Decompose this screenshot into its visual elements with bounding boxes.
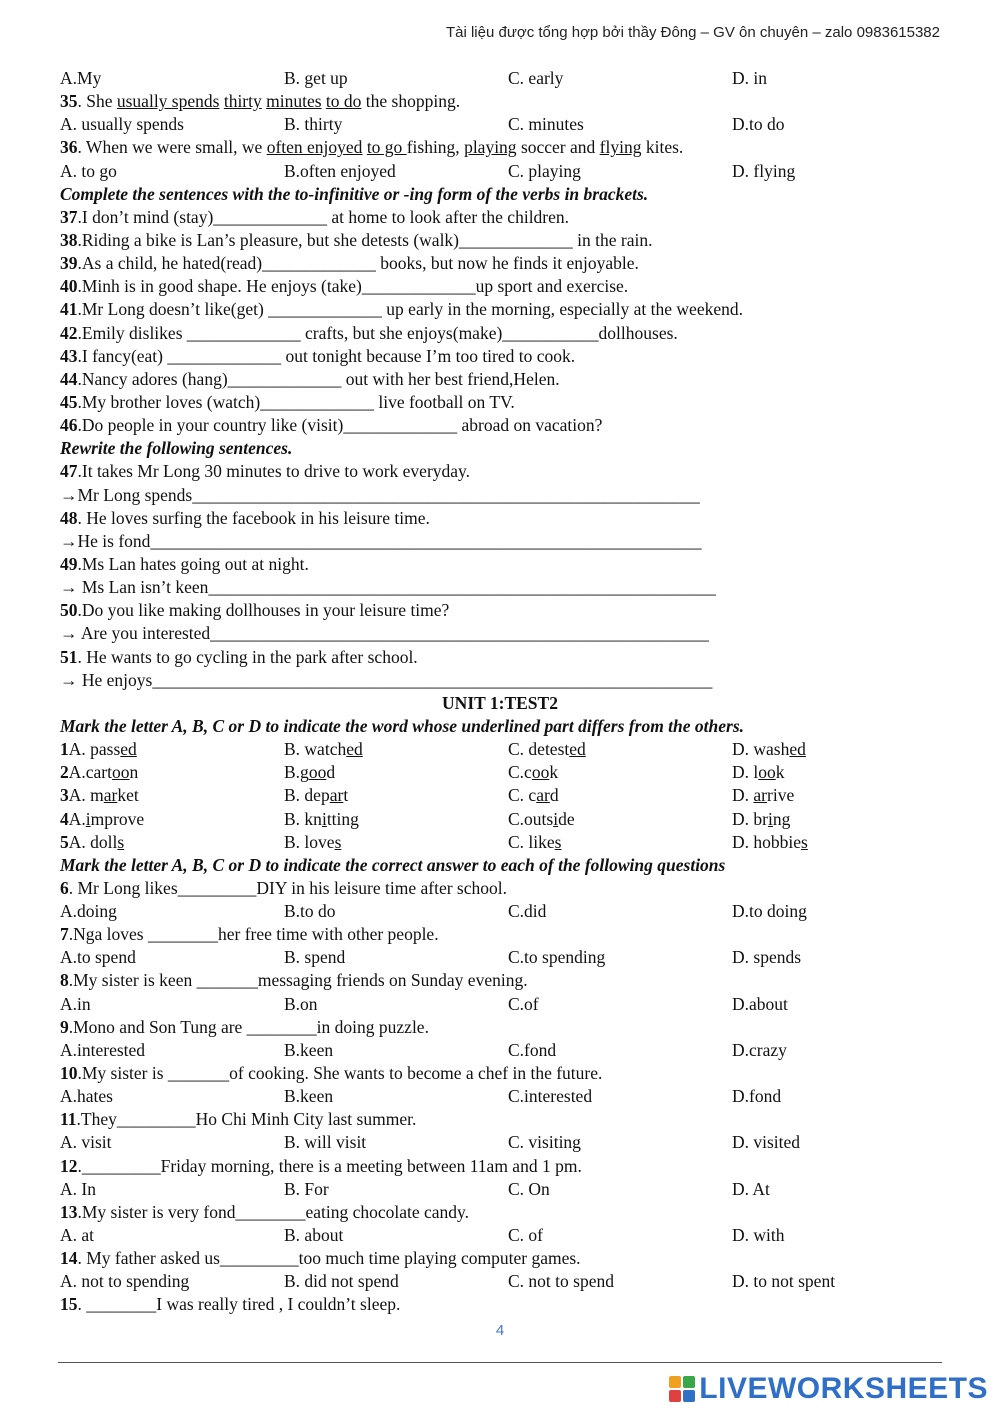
question-text: .Nga loves ________her free time with other people.	[68, 924, 439, 945]
option-b[interactable]	[284, 784, 508, 807]
question-35	[60, 90, 940, 113]
question-number: 4	[60, 808, 69, 829]
question-number: 44	[60, 368, 78, 389]
word-part: de	[558, 808, 575, 829]
section-instruction: Mark the letter A, B, C or D to indicate the word whose underlined part differs from the others.	[60, 715, 745, 736]
question-text: .Minh is in good shape. He enjoys (take)_____________up sport and exercise.	[77, 276, 629, 297]
question-number: 7	[60, 924, 69, 945]
options-row	[60, 160, 940, 183]
underlined-part: ed	[346, 739, 363, 760]
option-a[interactable]: A.My	[60, 68, 102, 88]
word-part: n	[129, 762, 139, 783]
underlined-part: oo	[308, 762, 327, 783]
word-part: B. watch	[284, 739, 347, 760]
question-number: 49	[60, 553, 78, 574]
option-d[interactable]: D. flying	[732, 160, 796, 181]
options-row	[60, 1178, 940, 1201]
option-d[interactable]: D. spends	[732, 947, 802, 968]
question-number: 51	[60, 646, 78, 667]
pron-item	[60, 831, 940, 854]
brand-name: LIVEWORKSHEETS	[699, 1372, 988, 1405]
word-part: B. love	[284, 831, 335, 852]
options-row	[60, 1085, 940, 1108]
question-number: 48	[60, 507, 78, 528]
fill-item[interactable]	[60, 275, 940, 298]
option-c[interactable]: C.did	[508, 901, 547, 922]
word-part: ket	[117, 785, 139, 806]
rewrite-answer[interactable]	[60, 669, 940, 692]
rewrite-answer[interactable]	[60, 622, 940, 645]
question-text: .Mono and Son Tung are ________in doing puzzle.	[68, 1016, 429, 1037]
question-number: 50	[60, 600, 78, 621]
rewrite-prompt	[60, 553, 940, 576]
question-number: 46	[60, 415, 78, 436]
question-text: . ________I was really tired , I couldn’t sleep.	[77, 1294, 401, 1315]
rewrite-prompt	[60, 599, 940, 622]
rewrite-items	[60, 460, 940, 691]
underlined-part: ar	[329, 785, 344, 806]
option-d[interactable]: D. in	[732, 68, 767, 88]
question-text: .My sister is very fond________eating chocolate candy.	[77, 1201, 470, 1222]
word-part: A.	[68, 808, 86, 829]
question-number: 5	[60, 831, 69, 852]
question-text: fishing,	[406, 137, 465, 158]
section-instruction: Complete the sentences with the to-infinitive or -ing form of the verbs in brackets.	[60, 183, 649, 204]
options-row	[60, 67, 940, 90]
answer-line[interactable]: Ms Lan isn’t keen__________________________________________________________	[77, 577, 716, 598]
option-b[interactable]: B. spend	[284, 947, 346, 968]
question-text: .It takes Mr Long 30 minutes to drive to work everyday.	[77, 461, 471, 482]
option-c[interactable]: C. visiting	[508, 1132, 581, 1153]
question-number: 15	[60, 1294, 78, 1315]
underlined-part: ar	[536, 785, 550, 806]
question-number: 8	[60, 970, 69, 991]
question-text: . My father asked us_________too much time playing computer games.	[77, 1248, 581, 1269]
unit-title: UNIT 1:TEST2	[442, 692, 558, 713]
question-text: . When we were small, we	[77, 137, 267, 158]
underlined-part: i	[553, 808, 559, 829]
options-row	[60, 113, 940, 136]
option-a[interactable]: A. visit	[60, 1132, 112, 1153]
option-c[interactable]	[508, 784, 732, 807]
mc-question	[60, 1293, 940, 1316]
question-number: 43	[60, 345, 78, 366]
option-b[interactable]: B. For	[284, 1178, 329, 1199]
question-text: .I fancy(eat) _____________ out tonight because I’m too tired to cook.	[77, 345, 576, 366]
mc-question	[60, 1108, 940, 1131]
option-c[interactable]: C.interested	[508, 1086, 593, 1107]
question-text: .My brother loves (watch)_____________ live football on TV.	[77, 391, 515, 412]
arrow-icon: →	[60, 669, 78, 690]
option-c[interactable]	[508, 831, 732, 854]
answer-line[interactable]: Mr Long spends__________________________________________________________	[77, 484, 700, 505]
question-text: .My sister is _______of cooking. She wants to become a chef in the future.	[77, 1063, 603, 1084]
arrow-icon: →	[60, 623, 78, 644]
question-number: 47	[60, 461, 78, 482]
option-a[interactable]: A. to go	[60, 160, 117, 181]
pron-item	[60, 808, 940, 831]
underlined-part: s	[554, 831, 562, 852]
option-d[interactable]: D. visited	[732, 1132, 801, 1153]
underlined-part: ar	[753, 785, 767, 806]
question-number: 11	[60, 1109, 77, 1130]
option-b[interactable]: B. about	[284, 1225, 344, 1246]
question-text: . She	[77, 91, 117, 112]
option-a[interactable]	[60, 784, 284, 807]
section-instruction: Mark the letter A, B, C or D to indicate the correct answer to each of the following questions	[60, 854, 726, 875]
question-number: 2	[60, 762, 69, 783]
underlined-part: ar	[103, 785, 118, 806]
option-b[interactable]	[284, 808, 508, 831]
option-d[interactable]	[732, 808, 956, 831]
option-d[interactable]	[732, 784, 956, 807]
answer-line[interactable]: He enjoys________________________________________________________________	[77, 669, 713, 690]
option-c[interactable]	[508, 738, 732, 761]
underlined-part: playing	[464, 137, 517, 158]
option-b[interactable]: B.keen	[284, 1086, 334, 1107]
option-b[interactable]: B. will visit	[284, 1132, 367, 1153]
question-number: 13	[60, 1201, 78, 1222]
option-c[interactable]	[508, 808, 732, 831]
underlined-part: i	[85, 808, 91, 829]
option-c[interactable]: C. playing	[508, 160, 581, 181]
options-row	[60, 993, 940, 1016]
word-part: C. like	[508, 831, 555, 852]
word-part: rive	[767, 785, 795, 806]
underlined-part: to go	[366, 137, 407, 158]
question-number: 36	[60, 137, 78, 158]
option-a[interactable]	[60, 761, 284, 784]
word-part: A. doll	[68, 831, 118, 852]
underlined-part: s	[334, 831, 342, 852]
page-number: 4	[495, 1322, 505, 1339]
option-d[interactable]: D.to doing	[732, 901, 807, 922]
pron-item	[60, 761, 940, 784]
pronunciation-items	[60, 738, 940, 854]
fill-item[interactable]	[60, 252, 940, 275]
question-number: 35	[60, 91, 78, 112]
question-text: .Do people in your country like (visit)_____________ abroad on vacation?	[77, 415, 603, 436]
option-a[interactable]: A.hates	[60, 1086, 113, 1107]
question-text: .Nancy adores (hang)_____________ out with her best friend,Helen.	[77, 368, 560, 389]
rewrite-prompt	[60, 646, 940, 669]
option-a[interactable]: A. usually spends	[60, 114, 184, 135]
word-part: k	[775, 762, 785, 783]
option-c[interactable]: C. early	[508, 68, 564, 88]
fill-item[interactable]	[60, 206, 940, 229]
word-part: D. wash	[732, 739, 790, 760]
pron-item	[60, 738, 940, 761]
question-number: 9	[60, 1016, 69, 1037]
option-d[interactable]: D.fond	[732, 1086, 782, 1107]
fill-item[interactable]	[60, 345, 940, 368]
question-text: .Riding a bike is Lan’s pleasure, but she detests (walk)_____________ in the rain.	[77, 229, 653, 250]
word-part: d	[326, 762, 336, 783]
underlined-part: flying	[599, 137, 642, 158]
question-number: 41	[60, 299, 78, 320]
option-a[interactable]	[60, 808, 284, 831]
word-part: C. c	[508, 785, 537, 806]
fill-item[interactable]	[60, 414, 940, 437]
options-row	[60, 1131, 940, 1154]
options-row	[60, 946, 940, 969]
underlined-part: minutes	[266, 91, 322, 112]
word-part: C.c	[508, 762, 532, 783]
question-number: 40	[60, 276, 78, 297]
question-number: 6	[60, 877, 69, 898]
underlined-part: s	[117, 831, 125, 852]
liveworksheets-icon	[669, 1376, 695, 1402]
word-part: A.cart	[68, 762, 112, 783]
option-b[interactable]: B.to do	[284, 901, 336, 922]
question-text: .I don’t mind (stay)_____________ at home to look after the children.	[77, 206, 570, 227]
options-row	[60, 1270, 940, 1293]
question-text: .As a child, he hated(read)_____________ books, but now he finds it enjoyable.	[77, 253, 639, 274]
option-d[interactable]: D. with	[732, 1225, 785, 1246]
option-c[interactable]: C. minutes	[508, 114, 584, 135]
word-part: ng	[772, 808, 791, 829]
answer-line[interactable]: Are you interested_________________________________________________________	[77, 623, 709, 644]
option-d[interactable]	[732, 761, 956, 784]
word-part: tting	[326, 808, 359, 829]
underlined-part: oo	[531, 762, 550, 783]
option-a[interactable]	[60, 738, 284, 761]
word-part: d	[549, 785, 559, 806]
mc-question	[60, 877, 940, 900]
underlined-part: often enjoyed	[266, 137, 363, 158]
answer-line[interactable]: He is fond_______________________________________________________________	[77, 530, 702, 551]
mc-question	[60, 1062, 940, 1085]
footer-divider	[58, 1362, 942, 1363]
option-c[interactable]: C. of	[508, 1225, 543, 1246]
arrow-icon: →	[60, 577, 78, 598]
option-a[interactable]: A.in	[60, 993, 91, 1014]
fill-item[interactable]	[60, 391, 940, 414]
word-part: mprove	[90, 808, 145, 829]
rewrite-answer[interactable]	[60, 530, 940, 553]
option-d[interactable]: D. to not spent	[732, 1271, 836, 1292]
rewrite-answer[interactable]	[60, 576, 940, 599]
question-text: ._________Friday morning, there is a meeting between 11am and 1 pm.	[77, 1155, 582, 1176]
option-b[interactable]	[284, 738, 508, 761]
fill-item[interactable]	[60, 298, 940, 321]
option-d[interactable]: D.to do	[732, 114, 785, 135]
section-instruction: Rewrite the following sentences.	[60, 438, 293, 459]
question-36	[60, 136, 940, 159]
option-c[interactable]: C. not to spend	[508, 1271, 614, 1292]
question-number: 42	[60, 322, 78, 343]
word-part: t	[343, 785, 349, 806]
question-number: 38	[60, 229, 78, 250]
option-a[interactable]: A.to spend	[60, 947, 136, 968]
option-a[interactable]: A. In	[60, 1178, 96, 1199]
option-c[interactable]: C.of	[508, 993, 539, 1014]
question-number: 45	[60, 391, 78, 412]
question-text: kites.	[641, 137, 684, 158]
option-c[interactable]: C. On	[508, 1178, 550, 1199]
mc-question	[60, 969, 940, 992]
option-b[interactable]: B. get up	[284, 68, 348, 88]
word-part: D. br	[732, 808, 768, 829]
option-b[interactable]: B. did not spend	[284, 1271, 399, 1292]
option-d[interactable]: D.about	[732, 993, 788, 1014]
multiple-choice-items	[60, 877, 940, 1317]
question-number: 14	[60, 1248, 78, 1269]
page-header: Tài liệu được tổng hợp bởi thầy Đông – GV ôn chuyên – zalo 0983615382	[445, 24, 940, 41]
fill-item[interactable]	[60, 368, 940, 391]
question-text: . Mr Long likes_________DIY in his leisure time after school.	[68, 877, 507, 898]
option-b[interactable]	[284, 831, 508, 854]
question-number: 39	[60, 253, 78, 274]
option-a[interactable]: A.interested	[60, 1039, 146, 1060]
word-part: k	[549, 762, 559, 783]
question-text: .My sister is keen _______messaging friends on Sunday evening.	[68, 970, 528, 991]
question-number: 3	[60, 785, 69, 806]
fill-items	[60, 206, 940, 437]
fill-item[interactable]	[60, 322, 940, 345]
option-b[interactable]	[284, 761, 508, 784]
option-d[interactable]: D. At	[732, 1178, 770, 1199]
options-row	[60, 1224, 940, 1247]
liveworksheets-logo[interactable]	[669, 1372, 988, 1406]
option-b[interactable]: B.often enjoyed	[284, 160, 396, 181]
underlined-part: to do	[325, 91, 362, 112]
option-c[interactable]: C.fond	[508, 1039, 557, 1060]
arrow-icon: →	[60, 484, 78, 505]
mc-question	[60, 1016, 940, 1039]
question-number: 37	[60, 206, 78, 227]
mc-question	[60, 1155, 940, 1178]
question-text: .Ms Lan hates going out at night.	[77, 553, 309, 574]
question-number: 10	[60, 1063, 78, 1084]
rewrite-answer[interactable]	[60, 484, 940, 507]
options-row	[60, 900, 940, 923]
rewrite-prompt	[60, 507, 940, 530]
rewrite-prompt	[60, 460, 940, 483]
option-d[interactable]	[732, 738, 956, 761]
word-part: C.outs	[508, 808, 554, 829]
pron-item	[60, 784, 940, 807]
underlined-part: i	[321, 808, 327, 829]
word-part: D. l	[732, 762, 759, 783]
word-part: C. detest	[508, 739, 570, 760]
question-text: soccer and	[516, 137, 600, 158]
option-d[interactable]: D.crazy	[732, 1039, 787, 1060]
word-part: B. dep	[284, 785, 330, 806]
question-text: . He wants to go cycling in the park after school.	[77, 646, 418, 667]
word-part: D.	[732, 785, 754, 806]
word-part: A. pass	[68, 739, 121, 760]
question-text: .Do you like making dollhouses in your leisure time?	[77, 600, 450, 621]
option-b[interactable]: B. thirty	[284, 114, 343, 135]
option-a[interactable]	[60, 831, 284, 854]
question-text: .Mr Long doesn’t like(get) _____________ up early in the morning, especially at the weekend.	[77, 299, 743, 320]
question-text: .They_________Ho Chi Minh City last summer.	[76, 1109, 417, 1130]
underlined-part: ed	[789, 739, 806, 760]
word-part: B.g	[284, 762, 309, 783]
option-a[interactable]: A.doing	[60, 901, 117, 922]
underlined-part: ed	[569, 739, 586, 760]
question-number: 1	[60, 739, 69, 760]
option-b[interactable]: B.on	[284, 993, 318, 1014]
underlined-part: oo	[758, 762, 776, 783]
word-part: B. kn	[284, 808, 322, 829]
worksheet-body	[60, 67, 940, 1317]
mc-question	[60, 1247, 940, 1270]
underlined-part: oo	[112, 762, 130, 783]
underlined-part: s	[801, 831, 808, 852]
mc-question	[60, 923, 940, 946]
question-number: 12	[60, 1155, 78, 1176]
option-c[interactable]: C.to spending	[508, 947, 606, 968]
arrow-icon: →	[60, 530, 78, 551]
fill-item[interactable]	[60, 229, 940, 252]
mc-question	[60, 1201, 940, 1224]
option-a[interactable]: A. at	[60, 1225, 95, 1246]
options-row	[60, 1039, 940, 1062]
option-a[interactable]: A. not to spending	[60, 1271, 190, 1292]
underlined-part: i	[767, 808, 773, 829]
option-c[interactable]	[508, 761, 732, 784]
question-text: . He loves surfing the facebook in his leisure time.	[77, 507, 430, 528]
word-part: A. m	[68, 785, 104, 806]
question-text: .Emily dislikes _____________ crafts, but she enjoys(make)___________dollhouses.	[77, 322, 678, 343]
option-d[interactable]	[732, 831, 956, 854]
underlined-part: thirty	[223, 91, 262, 112]
underlined-part: usually spends	[116, 91, 220, 112]
underlined-part: ed	[120, 739, 137, 760]
word-part: D. hobbie	[732, 831, 802, 852]
option-b[interactable]: B.keen	[284, 1039, 334, 1060]
question-text: the shopping.	[361, 91, 461, 112]
